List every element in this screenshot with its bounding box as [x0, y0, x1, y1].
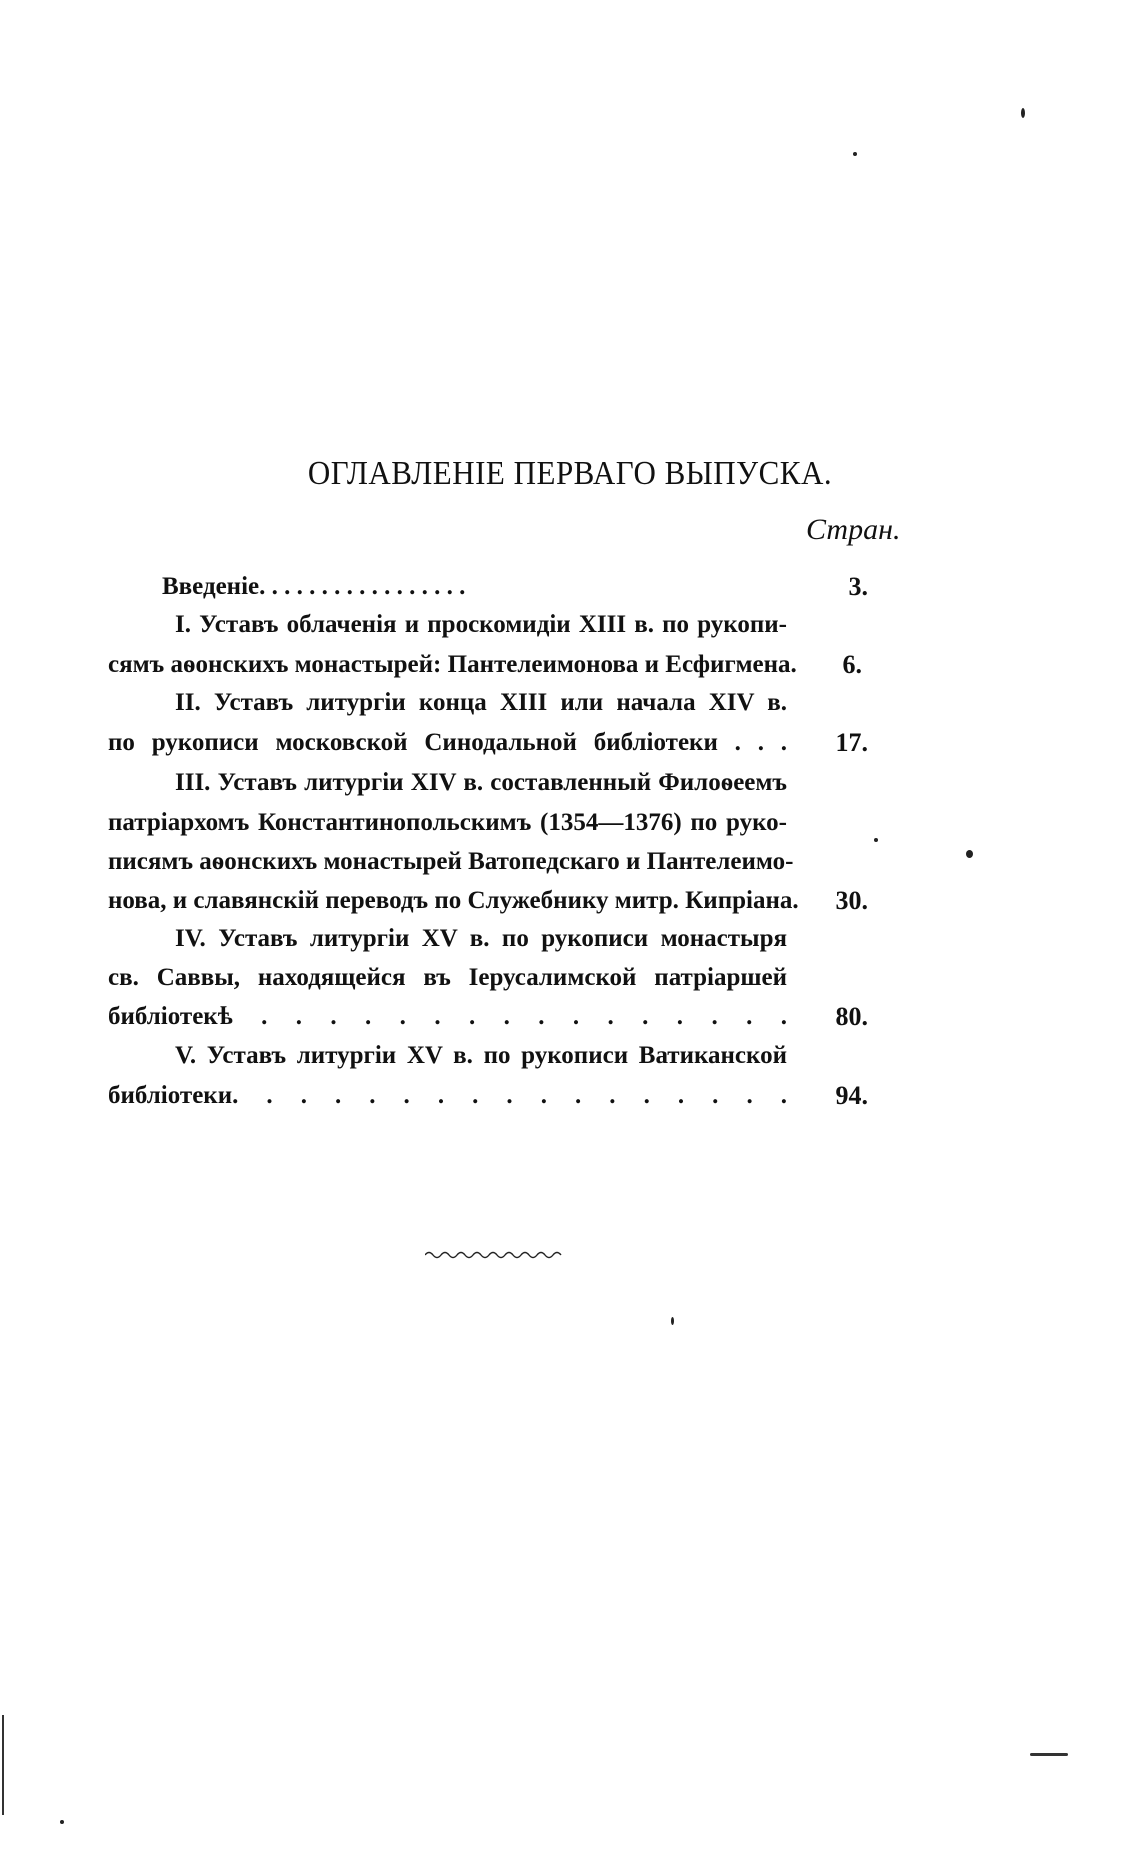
scan-margin-line [2, 1715, 4, 1815]
page-title: ОГЛАВЛЕНІЕ ПЕРВАГО ВЫПУСКА. [307, 453, 833, 492]
toc-entry-3-line4: нова, и славянскій переводъ по Служебнику митр. Кипріана. [108, 887, 799, 914]
scan-speck [671, 1317, 674, 1325]
toc-entry-3-line2: патріархомъ Константинопольскимъ (1354—1376) по руко- [108, 809, 787, 836]
toc-entry-1-line2: сямъ аѳонскихъ монастырей: Пантелеимонова и Есфигмена. [108, 651, 797, 678]
toc-entry-5-line1: V. Уставъ литургіи XV в. по рукописи Ватиканской [175, 1042, 787, 1069]
toc-page-5: 94. [835, 1081, 868, 1110]
toc-entry-3-line3: писямъ аѳонскихъ монастырей Ватопедскаго и Пантелеимо- [108, 848, 794, 875]
toc-page-intro: 3. [848, 572, 868, 601]
scan-speck [60, 1820, 64, 1824]
toc-entry-5-line2: библіотеки. . . . . . . . . . . . . . . . . [108, 1082, 787, 1109]
pages-column-header: Стран. [806, 513, 901, 546]
toc-entry-2-line2: по рукописи московской Синодальной библіотеки . . . [108, 729, 787, 756]
toc-entry-1-line1: I. Уставъ облаченія и проскомидіи XIII в. по рукопи- [175, 611, 787, 638]
toc-page-2: 17. [835, 728, 868, 757]
scan-speck [874, 838, 878, 842]
toc-entry-4-line1: IV. Уставъ литургіи XV в. по рукописи монастыря [175, 925, 787, 952]
decorative-wave-divider [425, 1250, 565, 1260]
toc-entry-2-line1: II. Уставъ литургіи конца XIII или начала XIV в. [175, 689, 787, 716]
toc-entry-intro: Введеніе. . . . . . . . . . . . . . . . . [162, 573, 466, 600]
toc-entry-4-line3: библіотекѣ . . . . . . . . . . . . . . . . [108, 1003, 787, 1030]
toc-entry-3-line1: III. Уставъ литургіи XIV в. составленный Филоѳеемъ [175, 769, 787, 796]
toc-page-1: 6. [842, 650, 862, 679]
scan-speck [1021, 108, 1025, 118]
toc-page-4: 80. [835, 1002, 868, 1031]
scan-speck [966, 850, 973, 858]
scan-speck [853, 152, 857, 156]
scan-margin-smudge [1030, 1753, 1068, 1756]
toc-entry-4-line2: св. Саввы, находящейся въ Іерусалимской патріаршей [108, 964, 787, 991]
toc-page-3: 30. [835, 886, 868, 915]
